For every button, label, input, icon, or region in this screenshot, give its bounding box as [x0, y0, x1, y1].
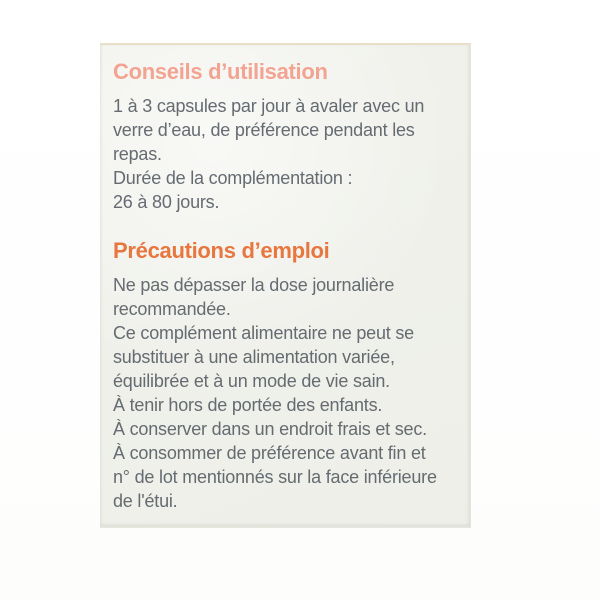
- section-heading-conseils-utilisation: Conseils d’utilisation: [113, 59, 328, 84]
- text-line: Ce complément alimentaire ne peut se: [113, 323, 414, 343]
- panel-text-content: [113, 59, 464, 513]
- text-line: 26 à 80 jours.: [113, 192, 220, 212]
- text-line: Ne pas dépasser la dose journalière: [113, 275, 395, 295]
- text-line: 1 à 3 capsules par jour à avaler avec un: [113, 96, 425, 116]
- text-line: Durée de la complémentation :: [113, 168, 353, 188]
- text-line: recommandée.: [113, 299, 231, 319]
- text-line: repas.: [113, 144, 162, 164]
- text-line: À conserver dans un endroit frais et sec.: [113, 419, 427, 439]
- usage-instructions-text: [113, 94, 464, 214]
- precautions-text: [113, 273, 464, 513]
- text-line: équilibrée et à un mode de vie sain.: [113, 371, 390, 391]
- text-line: n° de lot mentionnés sur la face inférieure: [113, 467, 437, 487]
- product-box-panel: [100, 43, 471, 528]
- text-line: de l'étui.: [113, 491, 178, 511]
- section-heading-precautions-emploi: Précautions d’emploi: [113, 238, 330, 263]
- text-line: verre d’eau, de préférence pendant les: [113, 120, 415, 140]
- text-line: substituer à une alimentation variée,: [113, 347, 395, 367]
- text-line: À tenir hors de portée des enfants.: [113, 395, 383, 415]
- text-line: À consommer de préférence avant fin et: [113, 443, 426, 463]
